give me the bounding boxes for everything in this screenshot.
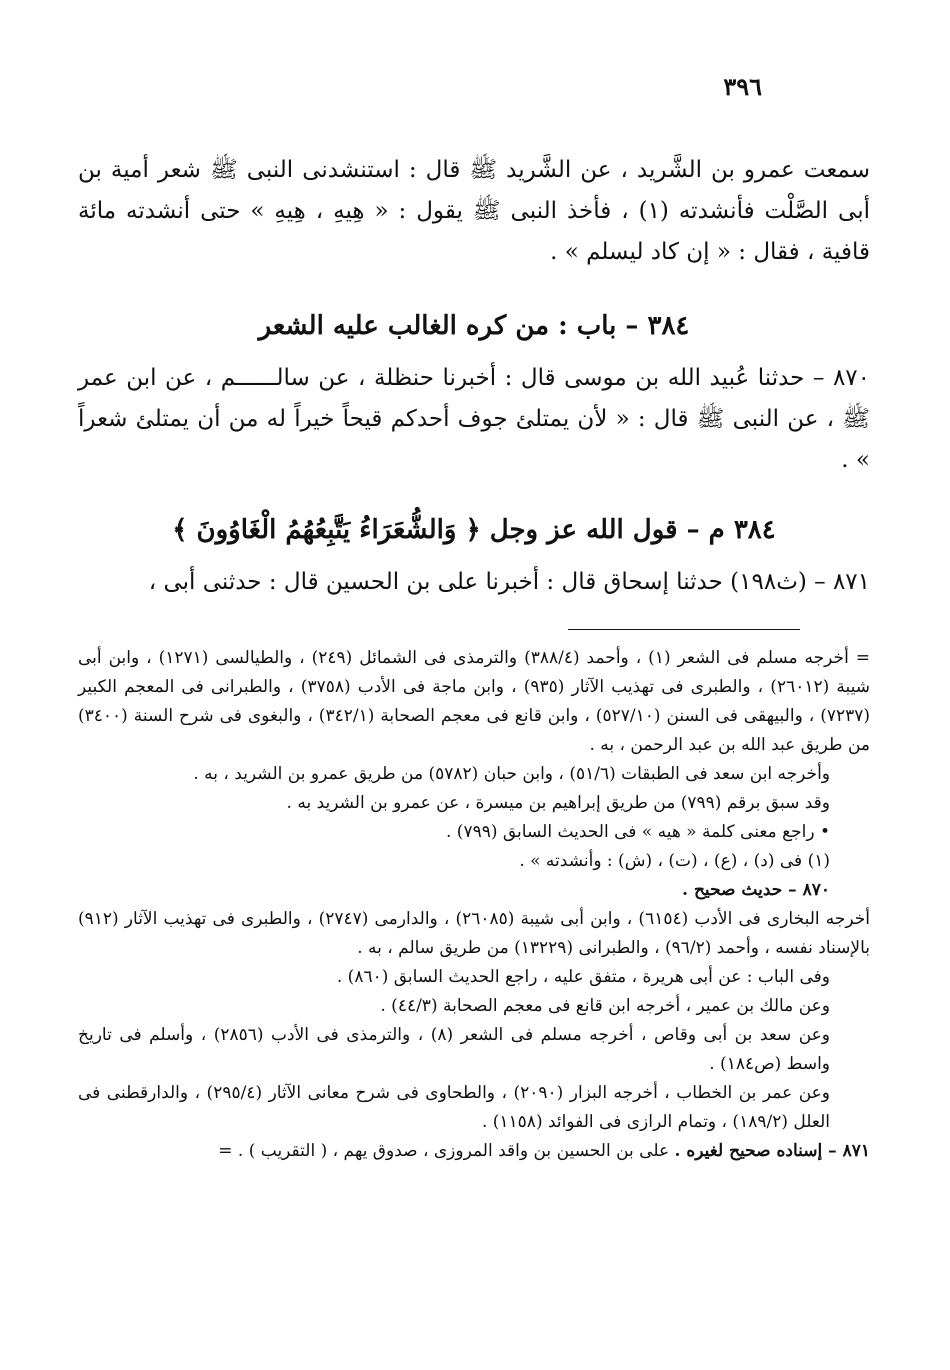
footnote-umar-ibn-khattab: وعن عمر بن الخطاب ، أخرجه البزار (٢٠٩٠) ، والطحاوى فى شرح معانى الآثار (٢٩٥/٤) ، والدارقطنى فى العلل (١٨٩/٢) ، وتمام الرازى فى الفوائد (١١٥٨) .	[78, 1083, 830, 1132]
footnote-871-grade-text: على بن الحسين بن واقد المروزى ، صدوق يهم ، ( التقريب ) . =	[218, 1141, 675, 1161]
footnotes-section	[78, 644, 870, 1166]
footnote-870-grade: ٨٧٠ – حديث صحيح .	[682, 880, 830, 900]
hadith-continuation-paragraph: سمعت عمرو بن الشَّريد ، عن الشَّريد ﷺ قال : استنشدنى النبى ﷺ شعر أمية بن أبى الصَّلْت فأنشدته (١) ، فأخذ النبى ﷺ يقول : « هِيهِ ، هِيهِ » حتى أنشدته مائة قافية ، فقال : « إن كاد ليسلم » .	[78, 157, 870, 265]
hadith-870-paragraph: ٨٧٠ – حدثنا عُبيد الله بن موسى قال : أخبرنا حنظلة ، عن سالــــــم ، عن ابن عمر ﷺ ، عن النبى ﷺ قال : « لأن يمتلئ جوف أحدكم قيحاً خيراً له من أن يمتلئ شعراً » .	[78, 365, 870, 473]
footnote-variant-reading: (١) فى (د) ، (ع) ، (ت) ، (ش) : وأنشدته » .	[519, 851, 830, 871]
footnote-871-grade-label: ٨٧١ – إسناده صحيح لغيره .	[674, 1141, 870, 1161]
footnote-abu-hurayra: وفى الباب : عن أبى هريرة ، متفق عليه ، راجع الحديث السابق (٨٦٠) .	[336, 967, 830, 987]
chapter-heading-384: ٣٨٤ – باب : من كره الغالب عليه الشعر	[258, 311, 690, 341]
footnote-ibn-saad: وأخرجه ابن سعد فى الطبقات (٥١/٦) ، وابن حبان (٥٧٨٢) من طريق عمرو بن الشريد ، به .	[193, 764, 830, 784]
footnote-takhrij-main: = أخرجه مسلم فى الشعر (١) ، وأحمد (٣٨٨/٤) والترمذى فى الشمائل (٢٤٩) ، والطيالسى (١٢٧١) ، وابن أبى شيبة (٢٦٠١٢) ، والطبرى فى تهذيب الآثار (٩٣٥) ، وابن ماجة فى الأدب (٣٧٥٨) ، والطبرانى فى المعجم الكبير (٧٢٣٧) ، والبيهقى فى السنن (٥٢٧/١٠) ، وابن قانع فى معجم الصحابة (٣٤٢/١) ، والبغوى فى شرح السنة (٣٤٠٠) من طريق عبد الله بن عبد الرحمن ، به .	[78, 648, 870, 755]
chapter-heading-384m: ٣٨٤ م – قول الله عز وجل ﴿ وَالشُّعَرَاءُ يَتَّبِعُهُمُ الْغَاوُونَ ﴾	[172, 515, 776, 545]
footnote-saad-ibn-abi-waqqas: وعن سعد بن أبى وقاص ، أخرجه مسلم فى الشعر (٨) ، والترمذى فى الأدب (٢٨٥٦) ، وأسلم فى تاريخ واسط (ص١٨٤) .	[78, 1025, 830, 1074]
footnote-870-takhrij: أخرجه البخارى فى الأدب (٦١٥٤) ، وابن أبى شيبة (٢٦٠٨٥) ، والدارمى (٢٧٤٧) ، والطبرى فى تهذيب الآثار (٩١٢) بالإسناد نفسه ، وأحمد (٩٦/٢) ، والطبرانى (١٣٢٢٩) من طريق سالم ، به .	[78, 909, 870, 958]
page-number: ٣٩٦	[723, 72, 762, 101]
footnote-previous-number: وقد سبق برقم (٧٩٩) من طريق إبراهيم بن ميسرة ، عن عمرو بن الشريد به .	[286, 793, 830, 813]
footnote-separator	[568, 629, 800, 630]
hadith-871-paragraph: ٨٧١ – (ث١٩٨) حدثنا إسحاق قال : أخبرنا على بن الحسين قال : حدثنى أبى ،	[148, 569, 870, 595]
footnote-word-meaning: • راجع معنى كلمة « هيه » فى الحديث السابق (٧٩٩) .	[445, 822, 830, 842]
footnote-871-grade	[78, 1137, 870, 1166]
footnote-malik-ibn-umayr: وعن مالك بن عمير ، أخرجه ابن قانع فى معجم الصحابة (٤٤/٣) .	[380, 996, 830, 1016]
